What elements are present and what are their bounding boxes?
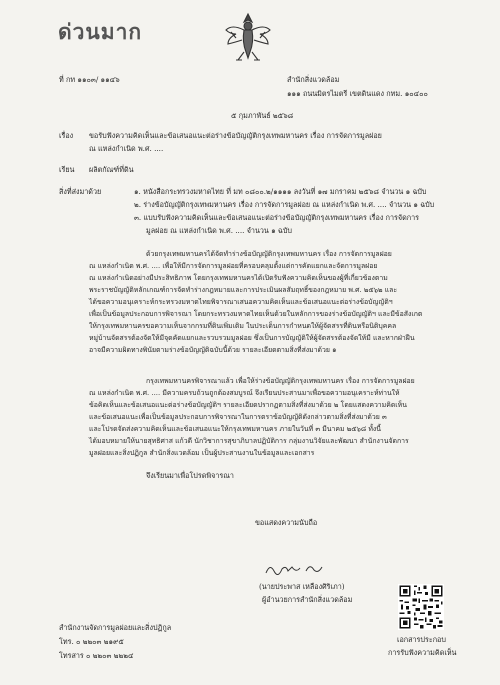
attachment-item: มูลฝอย ณ แหล่งกำเนิด พ.ศ. .... จำนวน ๑ ฉบับ <box>146 226 292 235</box>
office-address: ๑๑๑ ถนนมิตรไมตรี เขตดินแดง กทม. ๑๐๔๐๐ <box>287 89 428 98</box>
salutation-label: เรียน <box>59 165 75 174</box>
garuda-emblem-icon <box>222 8 274 66</box>
paragraph-line: กรุงเทพมหานครพิจารณาแล้ว เพื่อให้ร่างข้อบัญญัติกรุงเทพมหานคร เรื่อง การจัดการมูลฝอย <box>146 377 415 385</box>
salutation-recipient: ผลิตกัณฑ์ที่ดิน <box>89 165 134 174</box>
attachment-item: ๓. แบบรับฟังความคิดเห็นและข้อเสนอแนะต่อร่างข้อบัญญัติกรุงเทพมหานคร เรื่อง การจัดการ <box>134 213 420 222</box>
paragraph-line: ให้กรุงเทพมหานครขอความเห็นจากกรมที่ดินเพิ่มเติม ในประเด็นการกำหนดให้ผู้จัดสรรที่ดินหรือนิติบุคคล <box>89 322 397 330</box>
paragraph-line: ได้มอบหมายให้นายสุทธิศาส แก้วดี นักวิชาการสุขาภิบาลปฏิบัติการ กลุ่มงานวิจัยและพัฒนา สำนักงานจัดการ <box>89 437 409 445</box>
footer-phone: โทร. ๐ ๒๒๐๓ ๒๑๙๕ <box>59 637 124 646</box>
signer-title: ผู้อำนวยการสำนักสิ่งแวดล้อม <box>262 595 353 604</box>
paragraph-line: ได้ขอความอนุเคราะห์กระทรวงมหาดไทยพิจารณาเสนอความคิดเห็นและข้อเสนอแนะต่อร่างข้อบัญญัติฯ <box>89 298 393 306</box>
office-name: สำนักสิ่งแวดล้อม <box>287 75 340 84</box>
subject-line-1: ขอรับฟังความคิดเห็นและข้อเสนอแนะต่อร่างข้อบัญญัติกรุงเทพมหานคร เรื่อง การจัดการมูลฝอย <box>89 131 382 140</box>
paragraph-line: เพื่อเป็นข้อมูลประกอบการพิจารณา โดยกระทรวงมหาดไทยเห็นด้วยในหลักการของร่างข้อบัญญัติฯ และมีข้อสังเกต <box>89 310 423 318</box>
attachment-item: ๑. หนังสือกระทรวงมหาดไทย ที่ มท ๐๘๐๐.๒/๑๑๑๑ ลงวันที่ ๑๗ มกราคม ๒๕๖๘ จำนวน ๑ ฉบับ <box>134 187 427 196</box>
footer-fax: โทรสาร ๐ ๒๒๐๓ ๒๒๒๔ <box>59 651 134 660</box>
signer-name: (นายประพาส เหลืองศิริเภา) <box>259 582 345 591</box>
subject-label: เรื่อง <box>59 131 74 140</box>
paragraph-line: พระราชบัญญัติหลักเกณฑ์การจัดทำร่างกฎหมายและการประเมินผลสัมฤทธิ์ของกฎหมาย พ.ศ. ๒๕๖๒ และ <box>89 286 398 294</box>
attachments-label: สิ่งที่ส่งมาด้วย <box>59 187 102 196</box>
urgent-label: ด่วนมาก <box>58 20 143 44</box>
paragraph-line: ณ แหล่งกำเนิดอย่างมีประสิทธิภาพ โดยกรุงเทพมหานครได้เปิดรับฟังความคิดเห็นของผู้ที่เกี่ยวข้องตาม <box>89 274 388 282</box>
paragraph-line: อาจมีความผิดทางพินัยตามร่างข้อบัญญัติฉบับนี้ด้วย รายละเอียดตามสิ่งที่ส่งมาด้วย ๑ <box>89 346 337 354</box>
paragraph-line: ด้วยกรุงเทพมหานครได้จัดทำร่างข้อบัญญัติกรุงเทพมหานคร เรื่อง การจัดการมูลฝอย <box>146 250 392 258</box>
paragraph-line: มูลฝอยและสิ่งปฏิกูล สำนักสิ่งแวดล้อม เป็นผู้ประสานงานในข้อมูลและเอกสาร <box>89 449 315 457</box>
sign-off: ขอแสดงความนับถือ <box>255 518 318 527</box>
closing-request: จึงเรียนมาเพื่อโปรดพิจารณา <box>146 471 234 480</box>
paragraph-line: และข้อเสนอแนะเพื่อเป็นข้อมูลประกอบการพิจารณาในการตราข้อบัญญัติดังกล่าวตามสิ่งที่ส่งมาด้วย ๓ <box>89 413 387 421</box>
paragraph-line: ณ แหล่งกำเนิด พ.ศ. .... เพื่อให้มีการจัดการมูลฝอยที่ครอบคลุมตั้งแต่การคัดแยกและจัดการมูลฝอย <box>89 262 378 270</box>
qr-caption-1: เอกสารประกอบ <box>397 635 446 644</box>
signature-icon <box>262 559 332 579</box>
document-date: ๕ กุมภาพันธ์ ๒๕๖๘ <box>231 111 294 120</box>
footer-department: สำนักงานจัดการมูลฝอยและสิ่งปฏิกูล <box>59 623 172 632</box>
subject-line-2: ณ แหล่งกำเนิด พ.ศ. .... <box>89 144 164 153</box>
paragraph-line: และโปรดจัดส่งความคิดเห็นและข้อเสนอแนะให้กรุงเทพมหานคร ภายในวันที่ ๓ มีนาคม ๒๕๖๘ ทั้งนี้ <box>89 425 381 433</box>
paragraph-line: ข้อคิดเห็นและข้อเสนอแนะต่อร่างข้อบัญญัติฯ รายละเอียดปรากฏตามสิ่งที่ส่งมาด้วย ๒ โดยแสดงความคิดเห็น <box>89 401 407 409</box>
paragraph-line: ณ แหล่งกำเนิด พ.ศ. .... มีความครบถ้วนถูกต้องสมบูรณ์ จึงเรียนประสานมาเพื่อขอความอนุเคราะห์ท่านให้ <box>89 389 400 397</box>
paragraph-line: หมู่บ้านจัดสรรต้องจัดให้มีจุดคัดแยกและรวบรวมมูลฝอย ซึ่งเป็นการบัญญัติให้ผู้จัดสรรต้องจัดให้มี และหากฝ่าฝืน <box>89 334 415 342</box>
qr-caption-2: การรับฟังความคิดเห็น <box>388 648 457 657</box>
attachment-item: ๒. ร่างข้อบัญญัติกรุงเทพมหานคร เรื่อง การจัดการมูลฝอย ณ แหล่งกำเนิด พ.ศ. .... จำนวน ๑ ฉบับ <box>134 200 435 209</box>
qr-code-icon[interactable] <box>398 584 444 630</box>
document-number: ที่ กท ๑๑๐๓/ ๑๑๔๖ <box>59 75 120 84</box>
